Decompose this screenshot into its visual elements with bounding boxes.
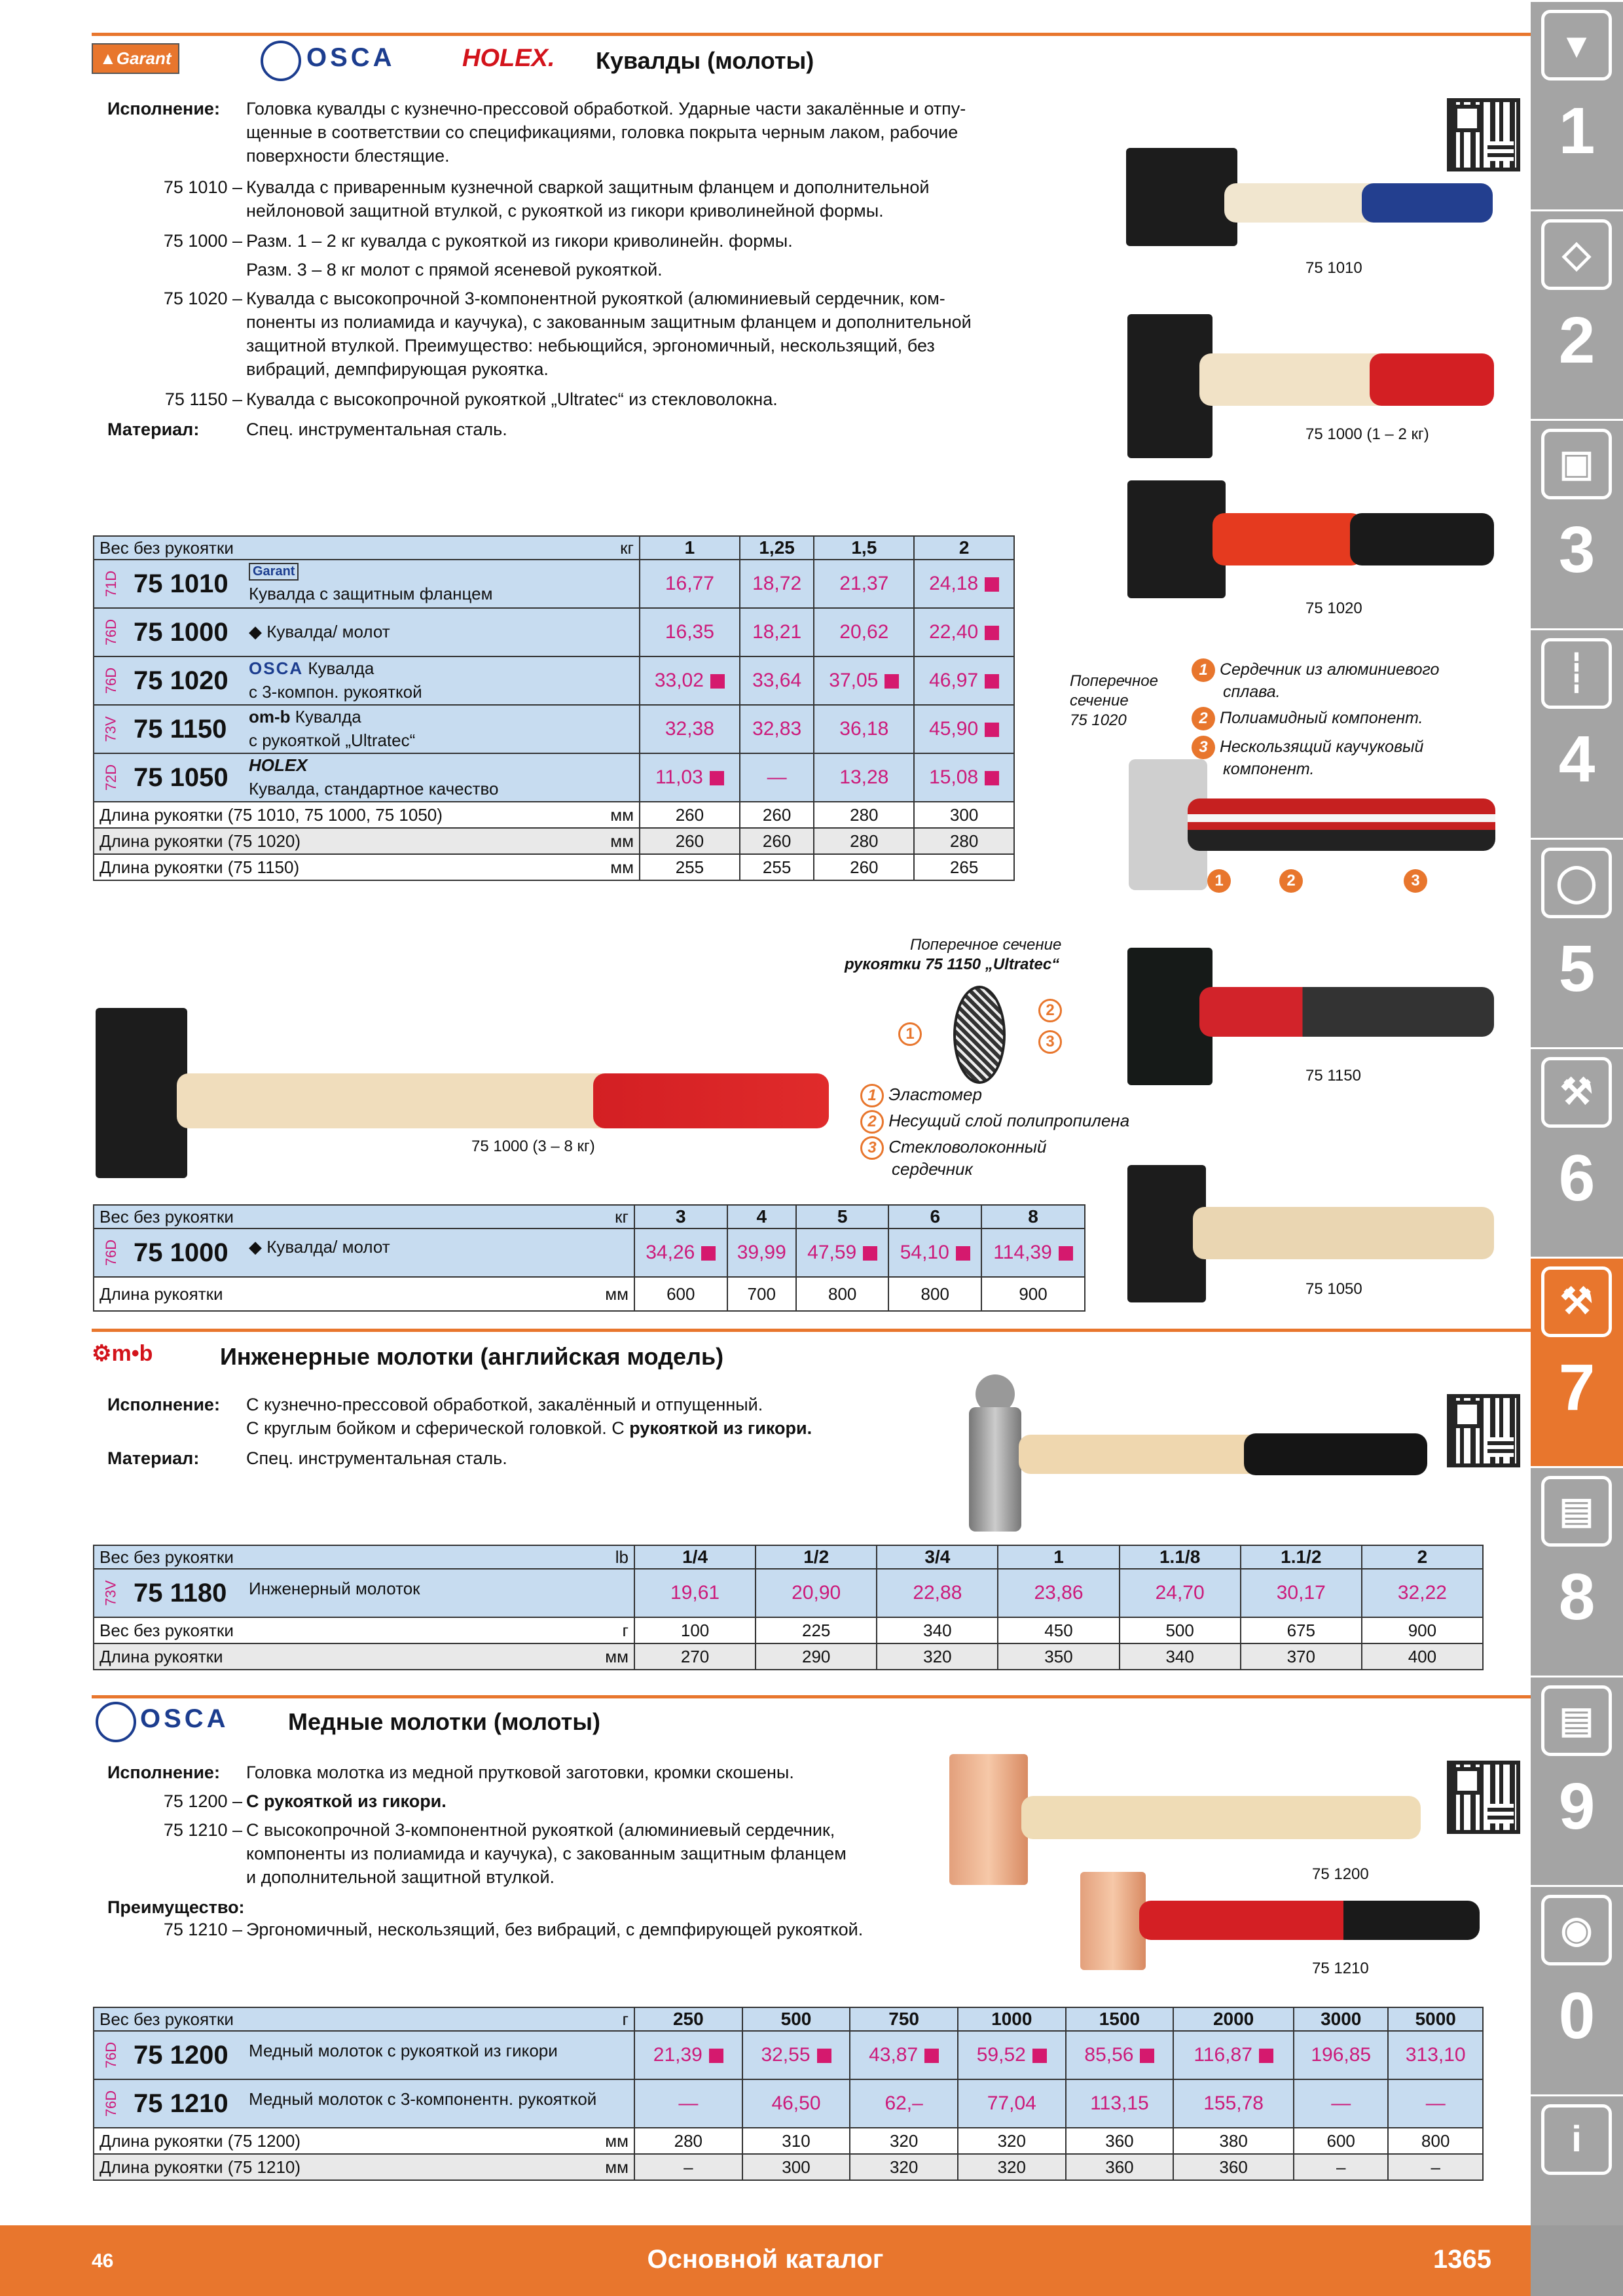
page-number-right: 1365 [1433, 2245, 1491, 2274]
brand-logo: OSCA [249, 658, 304, 678]
price-cell: 45,90 [914, 705, 1014, 753]
hammer-photo-751150 [1127, 948, 1494, 1085]
tab-chapter-6[interactable]: ⚒ 6 [1531, 1047, 1623, 1257]
section-rule [92, 1329, 1532, 1332]
weight-row: Вес без рукоятки г 100 225 340 450 500 675 900 [94, 1617, 1483, 1643]
price-cell: 37,05 [814, 656, 914, 705]
price-cell: 20,62 [814, 608, 914, 656]
size-cell: 1,25 [740, 536, 814, 560]
price-cell: 15,08 [914, 753, 1014, 802]
photo-caption: 75 1210 [1312, 1960, 1369, 1977]
cross-section-photo: 1 2 3 [1129, 759, 1495, 890]
photo-caption: 75 1000 (3 – 8 кг) [471, 1138, 595, 1155]
brand-logo: HOLEX [249, 755, 308, 775]
table-header: Вес без рукоятки кг 3 4 5 6 8 [94, 1205, 1085, 1229]
brand-logo: Garant [249, 563, 299, 581]
length-row: Длина рукоятки мм 270 290 320 350 340 370 400 [94, 1643, 1483, 1670]
price-cell: 33,02 [640, 656, 740, 705]
table-row[interactable] [94, 560, 1014, 608]
length-row: Длина рукоятки (75 1200) мм 280 310 320 320 360 380 600 800 [94, 2128, 1483, 2154]
photo-caption: 75 1010 [1305, 259, 1362, 277]
tab-chapter-4[interactable]: ┊ 4 [1531, 628, 1623, 838]
section-title: Медные молотки (молоты) [288, 1708, 600, 1735]
cabinet-icon: ▤ [1541, 1685, 1612, 1756]
table-header: Вес без рукоятки г 250 500 750 1000 1500 2000 3000 5000 [94, 2007, 1483, 2031]
price-cell: 36,18 [814, 705, 914, 753]
tab-chapter-1[interactable]: ▾ 1 [1531, 0, 1623, 209]
tab-chapter-8[interactable]: ▤ 8 [1531, 1466, 1623, 1676]
price-cell: 33,64 [740, 656, 814, 705]
product-cell: 76D 75 1020 OSCA Кувалда с 3-компон. рукояткой [94, 656, 640, 705]
osca-logo: OSCA [306, 43, 395, 72]
photo-caption: 75 1050 [1305, 1280, 1362, 1298]
table-row[interactable]: 73V 75 1180 Инженерный молоток 19,61 20,90 22,88 23,86 24,70 30,17 32,22 [94, 1569, 1483, 1617]
stock-square [985, 674, 999, 689]
page-footer [0, 2225, 1531, 2296]
stock-square [710, 674, 725, 689]
product-cell: 71D 75 1010 Garant Кувалда с защитным фланцем [94, 560, 640, 608]
price-cell: 16,35 [640, 608, 740, 656]
engineer-hammer-photo [956, 1374, 1427, 1532]
length-row: Длина рукоятки (75 1150) мм 255 255 260 265 [94, 854, 1014, 880]
tab-chapter-9[interactable]: ▤ 9 [1531, 1676, 1623, 1885]
saw-icon: ◯ [1541, 848, 1612, 918]
table-row[interactable]: 76D 75 1210 Медный молоток с 3-компонентн. рукояткой — 46,50 62,– 77,04 113,15 155,78 — — [94, 2079, 1483, 2128]
page-number-left: 46 [92, 2250, 114, 2272]
stock-square [710, 771, 724, 785]
insert-icon: ◇ [1541, 219, 1612, 290]
table-row[interactable] [94, 608, 1014, 656]
header-label: Вес без рукоятки кг [94, 536, 640, 560]
sledgehammer-table-large [93, 1204, 1085, 1312]
stock-square [884, 674, 899, 689]
table-row[interactable] [94, 656, 1014, 705]
size-cell: 2 [914, 536, 1014, 560]
pliers-icon: ⚒ [1541, 1266, 1612, 1337]
tab-chapter-7[interactable]: ⚒ 7 [1531, 1257, 1623, 1466]
length-row: Длина рукоятки мм 600 700 800 800 900 [94, 1277, 1085, 1311]
hammer-photo-751000-large [96, 1008, 829, 1178]
section-description: Исполнение: Головка кувалды с кузнечно-прессовой обработкой. Ударные части закалённые и отпу- щенные в соответствии со спецификациями, головка покрыта черным лаком, рабочие поверхности блестящие. 75 1010 – Кувалда с приваренным кузнечной сваркой защитным фланцем и дополнительной нейлоновой защитной втулкой, с рукояткой из гикори криволинейной формы. 75 1000 – Разм. 1 – 2 кг кувалда с рукояткой из гикори криволинейн. формы. Разм. 3 – 8 кг молот с прямой ясеневой рукояткой. 75 1020 – Кувалда с высокопрочной 3-компонентной рукояткой (алюминиевый сердечник, ком- поненты из полиамида и каучука), с закованным защитным фланцем и дополнительной защитной втулкой. Преимущество: небьющийся, эргономичный, нескользящий, без вибраций, демпфирующая рукоятка. 75 1150 – Кувалда с высокопрочной рукояткой „Ultratec“ из стекловолокна. Материал: Спец. инструментальная сталь. [107, 99, 972, 439]
hammer-photo-751020 [1127, 480, 1494, 598]
copper-hammer-photo-751210 [1080, 1872, 1480, 1970]
holder-icon: ▣ [1541, 429, 1612, 499]
price-cell: — [740, 753, 814, 802]
table-row[interactable] [94, 753, 1014, 802]
price-cell: 32,83 [740, 705, 814, 753]
price-cell: 11,03 [640, 753, 740, 802]
section-description: Исполнение: Головка молотка из медной прутковой заготовки, кромки скошены. 75 1200 – С рукояткой из гикори. 75 1210 – С высокопрочной 3-компонентной рукояткой (алюминиевый сердечник, компоненты из полиамида и каучука), с закованным защитным фланцем и дополнительной защитной втулкой. Преимущество: 75 1210 – Эргономичный, нескользящий, без вибраций, с демпфирующей рукояткой. [107, 1763, 864, 1939]
product-cell: 73V 75 1150 om-b Кувалда с рукояткой „Ultratec“ [94, 705, 640, 753]
price-cell: 46,97 [914, 656, 1014, 705]
section-title: Инженерные молотки (английская модель) [220, 1343, 724, 1370]
size-cell: 1,5 [814, 536, 914, 560]
price-cell: 18,21 [740, 608, 814, 656]
stock-square [985, 626, 999, 640]
section-rule [92, 1695, 1532, 1698]
holex-logo: HOLEX. [462, 45, 555, 72]
cross-section-notes: 1 Эластомер 2 Несущий слой полипропилена 3 Стекловолоконный сердечник [860, 1081, 1129, 1178]
brand-logo: om-b [249, 707, 291, 726]
price-cell: 16,77 [640, 560, 740, 608]
table-row[interactable]: 76D 75 1200 Медный молоток с рукояткой из гикори 21,39 32,55 43,87 59,52 85,56 116,87 196,85 313,10 [94, 2031, 1483, 2079]
table-header: Вес без рукоятки lb 1/4 1/2 3/4 1 1.1/8 1.1/2 2 [94, 1545, 1483, 1569]
product-cell: 76D 75 1000 ◆ Кувалда/ молот [94, 608, 640, 656]
chapter-sidebar [1531, 0, 1623, 2296]
info-icon: i [1541, 2104, 1612, 2175]
hammer-photo-751010 [1126, 144, 1493, 255]
tab-chapter-0[interactable]: ◉ 0 [1531, 1885, 1623, 2094]
section-description: Исполнение: С кузнечно-прессовой обработкой, закалённый и отпущенный. С круглым бойком и сферической головкой. С рукояткой из гикори. Материал: Спец. инструментальная сталь. [107, 1395, 812, 1468]
omb-logo: ⚙m•b [92, 1341, 153, 1366]
price-cell: 18,72 [740, 560, 814, 608]
safety-goggles-icon: ◉ [1541, 1895, 1612, 1965]
tab-chapter-3[interactable]: ▣ 3 [1531, 419, 1623, 628]
price-cell: 21,37 [814, 560, 914, 608]
section-title: Кувалды (молоты) [596, 47, 814, 74]
tab-chapter-2[interactable]: ◇ 2 [1531, 209, 1623, 419]
tab-chapter-5[interactable]: ◯ 5 [1531, 838, 1623, 1047]
wrench-icon: ⚒ [1541, 1057, 1612, 1128]
workshop-icon: ▤ [1541, 1476, 1612, 1547]
table-row[interactable] [94, 705, 1014, 753]
osca-logo: OSCA [140, 1704, 229, 1733]
osca-globe-icon [261, 41, 301, 81]
engineer-hammer-table [93, 1545, 1484, 1670]
cross-section-notes: 1 Сердечник из алюминиевого сплава. 2 Полиамидный компонент. 3 Нескользящий каучуковый компонент. [1192, 658, 1439, 779]
cross-section-label: Поперечное сечение [910, 936, 1062, 954]
garant-logo: ▲Garant [92, 43, 179, 74]
price-cell: 13,28 [814, 753, 914, 802]
sledgehammer-table [93, 535, 1015, 881]
photo-caption: 75 1000 (1 – 2 кг) [1305, 425, 1429, 443]
price-cell: 32,38 [640, 705, 740, 753]
product-cell: 72D 75 1050 HOLEX Кувалда, стандартное качество [94, 753, 640, 802]
cross-section-label: Поперечное сечение 75 1020 [1070, 672, 1158, 729]
price-cell: 22,40 [914, 608, 1014, 656]
drill-icon: ▾ [1541, 10, 1612, 81]
catalog-title: Основной каталог [647, 2245, 884, 2274]
photo-caption: 75 1200 [1312, 1865, 1369, 1883]
stock-square [985, 723, 999, 737]
table-header [94, 536, 1014, 560]
table-row[interactable]: 76D 75 1000 ◆ Кувалда/ молот 34,26 39,99 47,59 54,10 114,39 [94, 1229, 1085, 1277]
length-row: Длина рукоятки (75 1020) мм 260 260 280 280 [94, 828, 1014, 854]
stock-square [985, 771, 999, 785]
cross-section-oval [953, 986, 1006, 1084]
osca-globe-icon [96, 1702, 136, 1742]
product-desc: ◆ Кувалда/ молот [249, 622, 390, 641]
caliper-icon: ┊ [1541, 638, 1612, 709]
tab-info[interactable] [1531, 2094, 1623, 2225]
stock-square [985, 577, 999, 592]
qr-code[interactable] [1447, 1394, 1520, 1467]
photo-caption: 75 1150 [1305, 1067, 1361, 1085]
size-cell: 1 [640, 536, 740, 560]
length-row: Длина рукоятки (75 1210) мм – 300 320 320 360 360 – – [94, 2154, 1483, 2180]
price-cell: 24,18 [914, 560, 1014, 608]
photo-caption: 75 1020 [1305, 600, 1362, 617]
qr-code[interactable] [1447, 1761, 1520, 1834]
section-rule [92, 33, 1532, 36]
copper-hammer-table [93, 2007, 1484, 2181]
length-row: Длина рукоятки (75 1010, 75 1000, 75 1050) мм 260 260 280 300 [94, 802, 1014, 828]
